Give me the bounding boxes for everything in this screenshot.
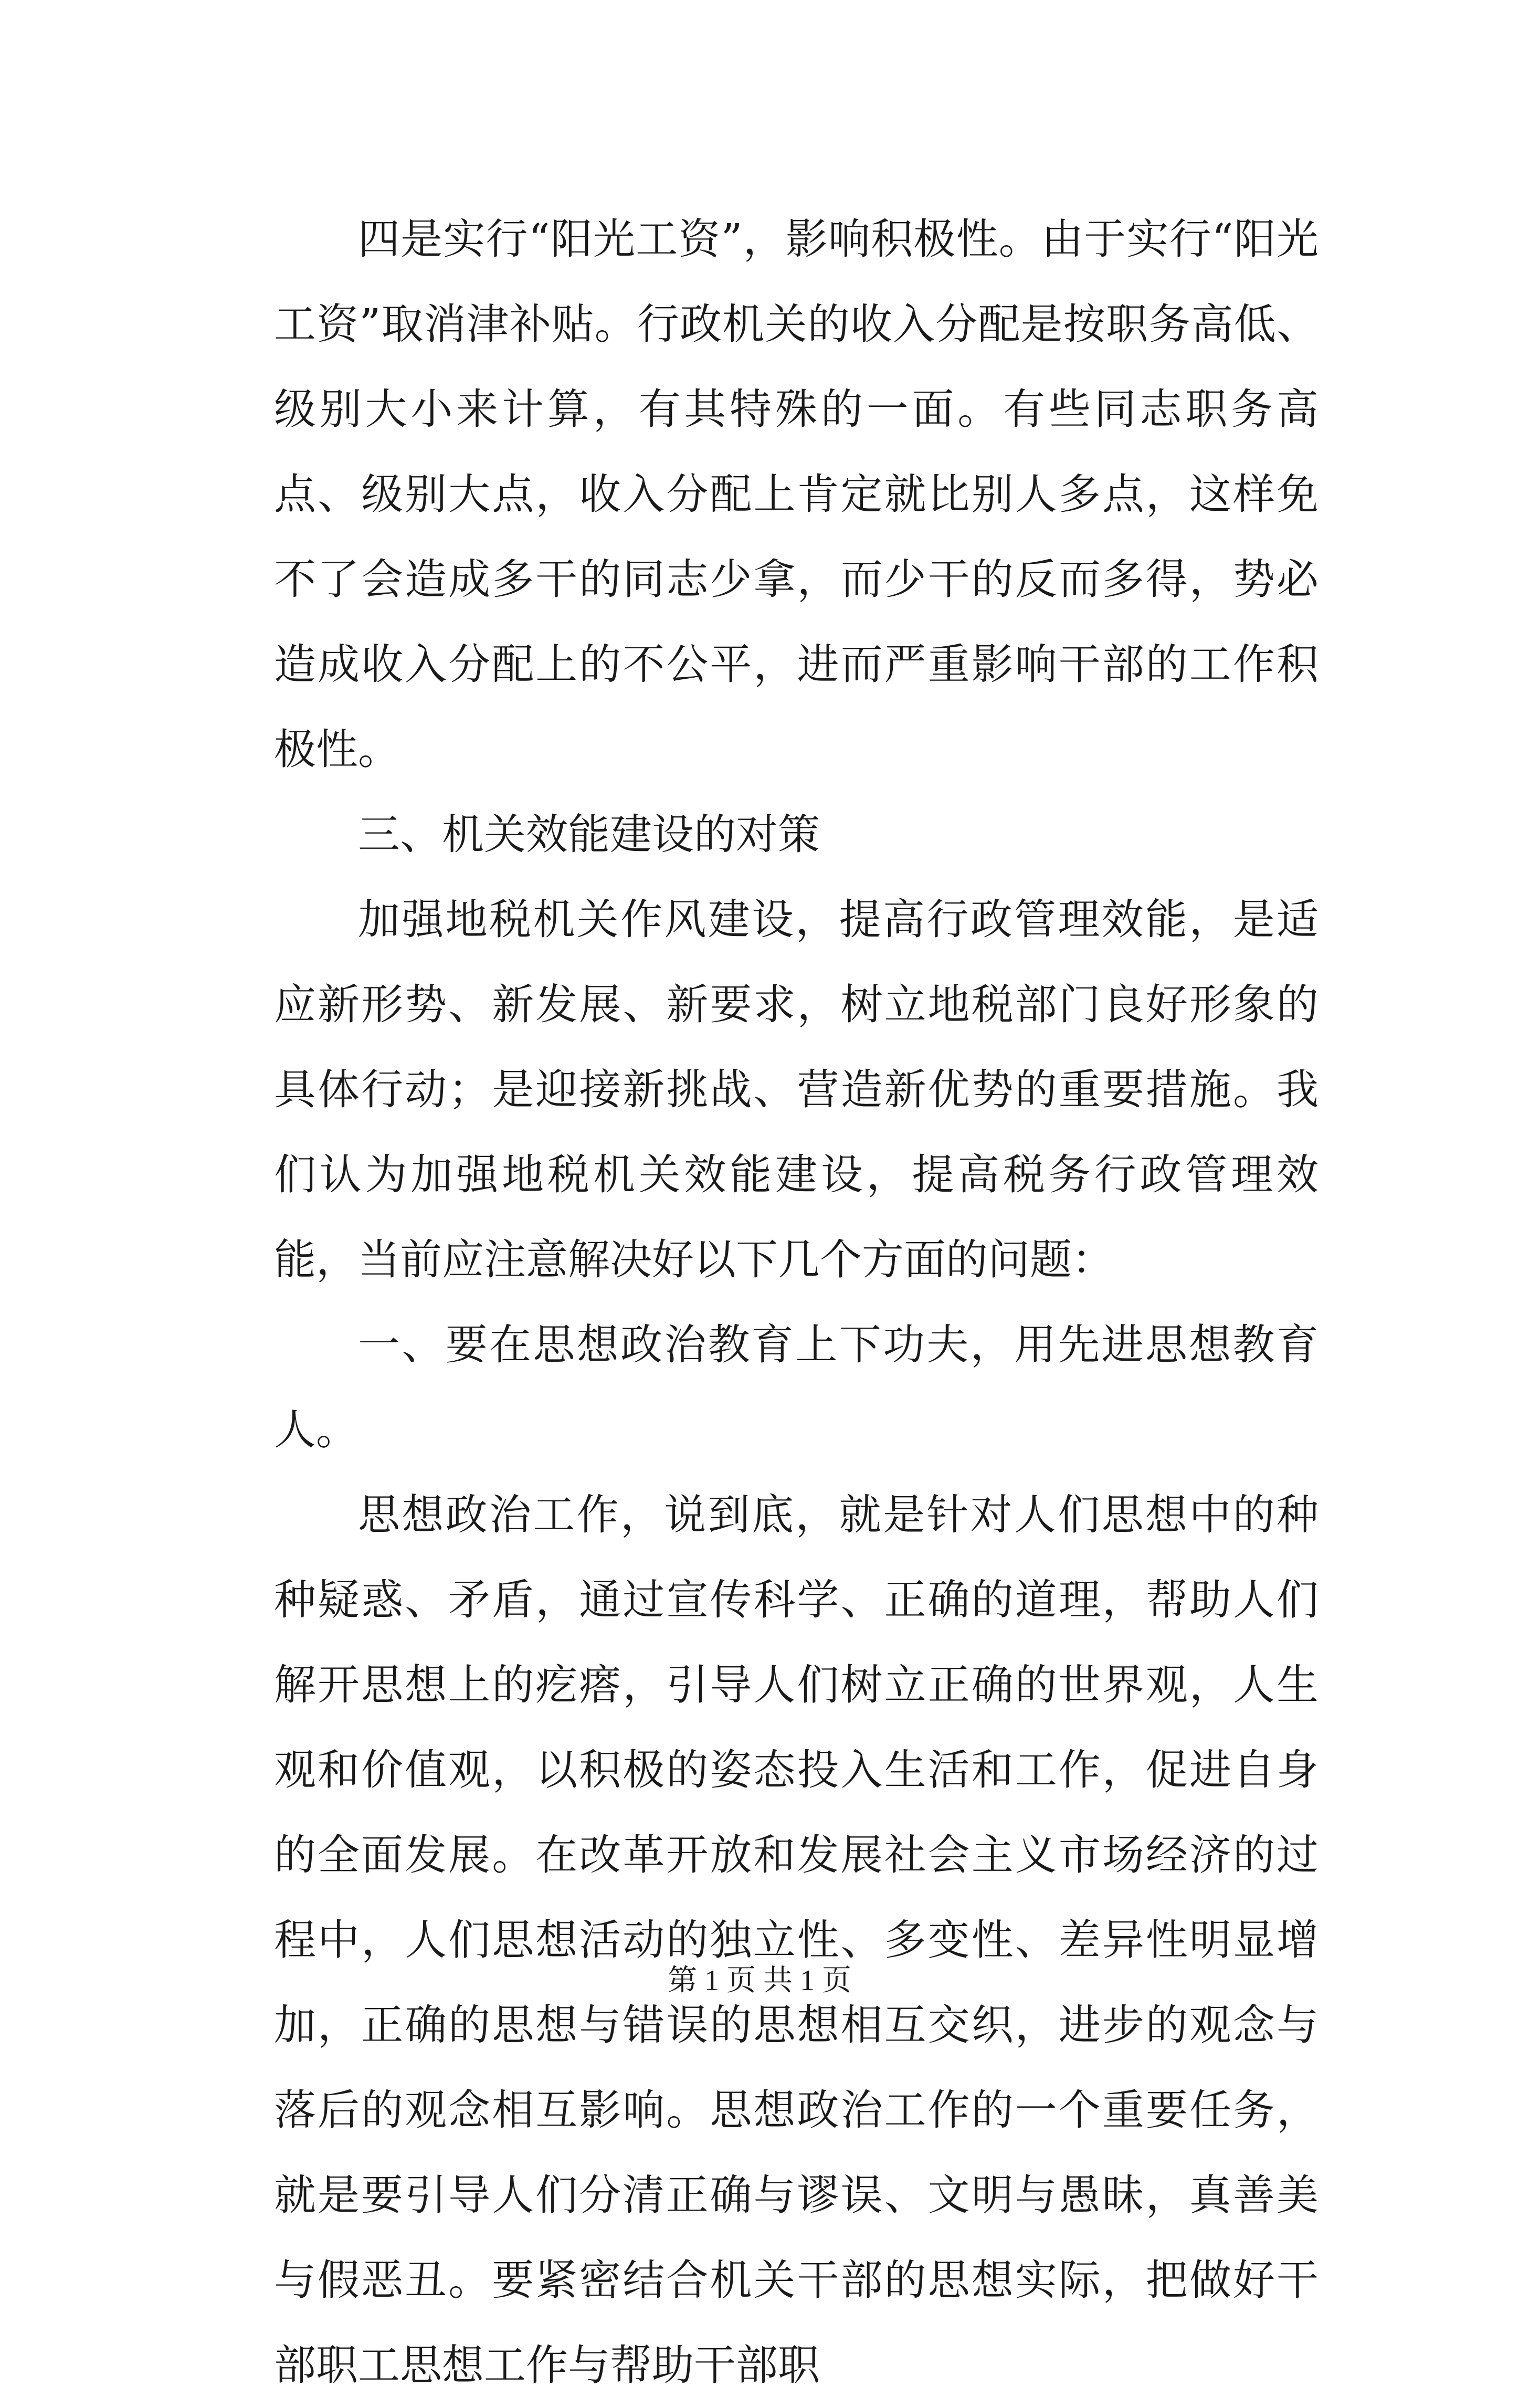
paragraph-strengthen-efficiency: 加强地税机关作风建设，提高行政管理效能，是适应新形势、新发展、新要求，树立地税部门良好形象的具体行动；是迎接新挑战、营造新优势的重要措施。我们认为加强地税机关效能建设，提高税务行政管理效能，当前应注意解决好以下几个方面的问题： xyxy=(274,895,1318,1284)
paragraph-yangguang-gongzi: 四是实行“阳光工资”，影响积极性。由于实行“阳光工资”取消津补贴。行政机关的收入分配是按职务高低、级别大小来计算，有其特殊的一面。有些同志职务高点、级别大点，收入分配上肯定就比别人多点，这样免不了会造成多干的同志少拿，而少干的反而多得，势必造成收入分配上的不公平，进而严重影响干部的工作积极性。 xyxy=(274,215,1318,774)
section-heading-countermeasures: 三、机关效能建设的对策 xyxy=(358,810,820,859)
document-body xyxy=(274,197,1318,2408)
page-footer: 第 1 页 共 1 页 xyxy=(668,1964,851,1997)
paragraph-ideological-work: 思想政治工作，说到底，就是针对人们思想中的种种疑惑、矛盾，通过宣传科学、正确的道理，帮助人们解开思想上的疙瘩，引导人们树立正确的世界观，人生观和价值观，以积极的姿态投入生活和工作，促进自身的全面发展。在改革开放和发展社会主义市场经济的过程中，人们思想活动的独立性、多变性、差异性明显增加，正确的思想与错误的思想相互交织，进步的观念与落后的观念相互影响。思想政治工作的一个重要任务，就是要引导人们分清正确与谬误、文明与愚昧，真善美与假恶丑。要紧密结合机关干部的思想实际，把做好干部职工思想工作与帮助干部职 xyxy=(274,1490,1318,2390)
subheading-ideological-education: 一、要在思想政治教育上下功夫，用先进思想教育人。 xyxy=(274,1320,1318,1454)
